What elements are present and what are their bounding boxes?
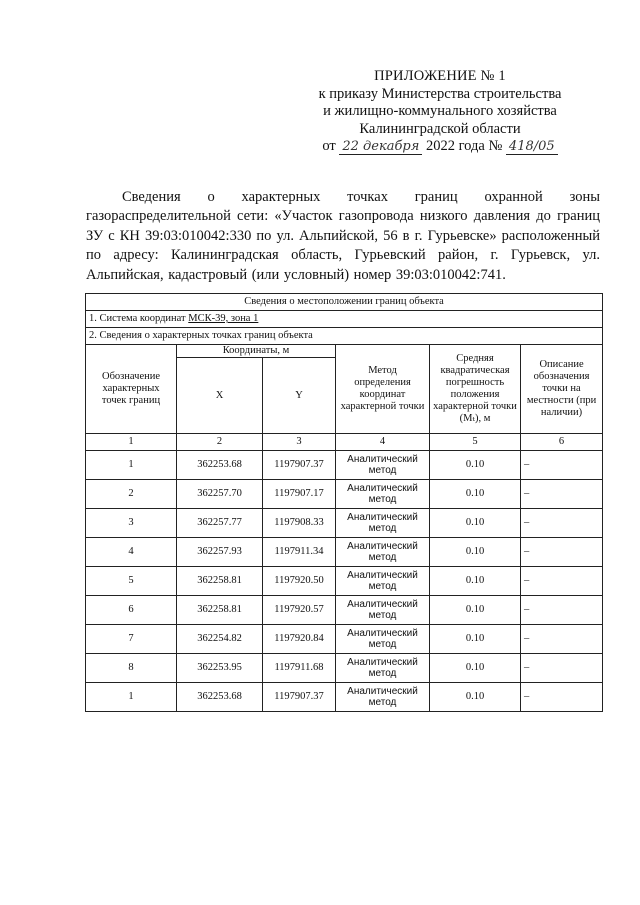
error-cell: 0.10 [430, 625, 521, 654]
date-middle: 2022 года № [425, 138, 503, 154]
col-header-description: Описание обозначения точки на местности (при наличии) [521, 345, 603, 434]
error-cell: 0.10 [430, 451, 521, 480]
x-coordinate-cell: 362258.81 [177, 596, 263, 625]
method-cell: Аналитический метод [336, 625, 430, 654]
table-row [86, 596, 603, 625]
description-cell: – [521, 596, 603, 625]
point-cell: 5 [86, 567, 177, 596]
error-cell: 0.10 [430, 596, 521, 625]
point-cell: 2 [86, 480, 177, 509]
error-cell: 0.10 [430, 538, 521, 567]
point-cell: 8 [86, 654, 177, 683]
col-header-error: Средняя квадратическая погрешность положения характерной точки (Mₜ), м [430, 345, 521, 434]
error-cell: 0.10 [430, 683, 521, 712]
error-cell: 0.10 [430, 654, 521, 683]
x-coordinate-cell: 362253.68 [177, 451, 263, 480]
table-row [86, 654, 603, 683]
table-row [86, 683, 603, 712]
col-header-method: Метод определения координат характерной точки [336, 345, 430, 434]
coordinate-system-label: 1. Система координат [89, 313, 186, 324]
y-coordinate-cell: 1197911.34 [263, 538, 336, 567]
table-row [86, 509, 603, 538]
point-cell: 3 [86, 509, 177, 538]
x-coordinate-cell: 362254.82 [177, 625, 263, 654]
coordinate-system-value: МСК-39, зона 1 [188, 313, 259, 324]
y-coordinate-cell: 1197920.84 [263, 625, 336, 654]
description-cell: – [521, 654, 603, 683]
method-cell: Аналитический метод [336, 596, 430, 625]
appendix-title: ПРИЛОЖЕНИЕ № 1 [374, 68, 506, 84]
y-coordinate-cell: 1197907.37 [263, 683, 336, 712]
point-cell: 1 [86, 451, 177, 480]
col-header-point: Обозначение характерных точек границ [86, 345, 177, 434]
description-cell: – [521, 567, 603, 596]
x-coordinate-cell: 362257.70 [177, 480, 263, 509]
order-date-line [300, 138, 580, 156]
method-cell: Аналитический метод [336, 654, 430, 683]
coordinate-system-row [86, 311, 603, 328]
error-cell: 0.10 [430, 567, 521, 596]
table-row [86, 625, 603, 654]
col-header-coordinates: Координаты, м [177, 345, 336, 358]
table-row [86, 567, 603, 596]
y-coordinate-cell: 1197920.50 [263, 567, 336, 596]
y-coordinate-cell: 1197908.33 [263, 509, 336, 538]
header-line-3: Калининградской области [359, 120, 521, 137]
col-number: 1 [86, 434, 177, 451]
table-row [86, 538, 603, 567]
x-coordinate-cell: 362258.81 [177, 567, 263, 596]
y-coordinate-cell: 1197907.37 [263, 451, 336, 480]
section-title: Сведения о местоположении границ объекта [86, 294, 603, 311]
description-cell: – [521, 480, 603, 509]
handwritten-date: 22 декабря [339, 140, 422, 155]
boundary-points-table [85, 293, 603, 712]
method-cell: Аналитический метод [336, 509, 430, 538]
header-line-2: и жилищно-коммунального хозяйства [323, 103, 557, 119]
description-cell: – [521, 451, 603, 480]
error-cell: 0.10 [430, 509, 521, 538]
method-cell: Аналитический метод [336, 538, 430, 567]
x-coordinate-cell: 362257.77 [177, 509, 263, 538]
method-cell: Аналитический метод [336, 480, 430, 509]
handwritten-order-number: 418/05 [506, 140, 558, 155]
appendix-header [300, 68, 580, 156]
method-cell: Аналитический метод [336, 451, 430, 480]
x-coordinate-cell: 362253.68 [177, 683, 263, 712]
col-number: 4 [336, 434, 430, 451]
y-coordinate-cell: 1197911.68 [263, 654, 336, 683]
y-coordinate-cell: 1197907.17 [263, 480, 336, 509]
header-line-1: к приказу Министерства строительства [318, 85, 562, 102]
date-prefix: от [322, 138, 336, 154]
x-coordinate-cell: 362253.95 [177, 654, 263, 683]
y-coordinate-cell: 1197920.57 [263, 596, 336, 625]
description-cell: – [521, 509, 603, 538]
description-cell: – [521, 683, 603, 712]
method-cell: Аналитический метод [336, 683, 430, 712]
intro-paragraph: Сведения о характерных точках границ охранной зоны газораспределительной сети: «Участок газопровода низкого давления до границ ЗУ с КН 39:03:010042:330 по ул. Альпийской, 56 в г. Гурьевске» расположенный по адресу: Калининградская область, Гурьевский район, г. Гурьевск, ул. Альпийская, кадастровый (или условный) номер 39:03:010042:741. [86, 189, 600, 283]
description-cell: – [521, 538, 603, 567]
col-header-y: Y [263, 358, 336, 434]
point-cell: 1 [86, 683, 177, 712]
col-number: 3 [263, 434, 336, 451]
method-cell: Аналитический метод [336, 567, 430, 596]
point-cell: 4 [86, 538, 177, 567]
table-row [86, 480, 603, 509]
table-row [86, 451, 603, 480]
col-number: 2 [177, 434, 263, 451]
col-number: 5 [430, 434, 521, 451]
points-section-title: 2. Сведения о характерных точках границ объекта [86, 328, 603, 345]
point-cell: 7 [86, 625, 177, 654]
table-body [86, 451, 603, 712]
error-cell: 0.10 [430, 480, 521, 509]
col-header-x: X [177, 358, 263, 434]
point-cell: 6 [86, 596, 177, 625]
description-cell: – [521, 625, 603, 654]
x-coordinate-cell: 362257.93 [177, 538, 263, 567]
col-number: 6 [521, 434, 603, 451]
